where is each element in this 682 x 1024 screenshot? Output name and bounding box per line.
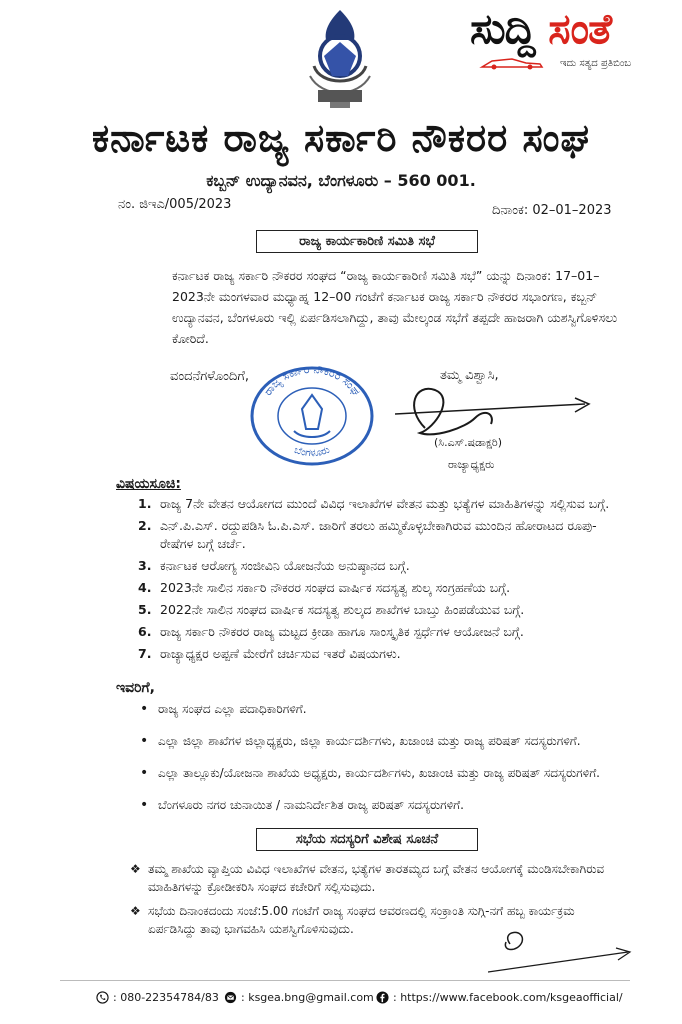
list-item: • ಬೆಂಗಳೂರು ನಗರ ಚುನಾಯಿತ / ನಾಮನಿರ್ದೇಶಿತ ರಾಜ್ಯ ಪರಿಷತ್ ಸದಸ್ಯರುಗಳಿಗೆ. [140, 796, 624, 814]
item-number: 1. [138, 496, 152, 511]
email-icon [224, 991, 237, 1004]
email-address[interactable]: : ksgea.bng@gmail.com [241, 991, 374, 1004]
brand-logo [470, 4, 611, 54]
recipients-list [140, 700, 624, 828]
closing-yours: ತಮ್ಮ ವಿಶ್ವಾಸಿ, [440, 368, 499, 383]
item-number: 6. [138, 624, 152, 639]
item-number: 5. [138, 602, 152, 617]
list-item: • ಎಲ್ಲಾ ಜಿಲ್ಲಾ ಶಾಖೆಗಳ ಜಿಲ್ಲಾಧ್ಯಕ್ಷರು, ಜಿಲ್ಲಾ ಕಾರ್ಯದರ್ಶಿಗಳು, ಖಜಾಂಚಿ ಮತ್ತು ರಾಜ್ಯ ಪರಿಷತ್ ಸದಸ್ಯರುಗಳಿಗೆ. [140, 732, 624, 750]
item-number: 7. [138, 646, 152, 661]
item-number: 4. [138, 580, 152, 595]
association-emblem-icon [300, 6, 380, 112]
item-text: ಎನ್.ಪಿ.ಎಸ್. ರದ್ದುಪಡಿಸಿ ಓ.ಪಿ.ಎಸ್. ಜಾರಿಗೆ ತರಲು ಹಮ್ಮಿಕೊಳ್ಳಬೇಕಾಗಿರುವ ಮುಂದಿನ ಹೋರಾಟದ ರೂಪು-ರೇಷೆಗಳ ಬಗ್ಗೆ ಚರ್ಚೆ. [160, 518, 597, 551]
seal-text-bottom: ಬೆಂಗಳೂರು [292, 444, 332, 460]
signatory-role: ರಾಜ್ಯಾಧ್ಯಕ್ಷರು [448, 458, 495, 471]
item-number: 2. [138, 518, 152, 533]
agenda-list [138, 495, 624, 667]
signatory-name: (ಸಿ.ಎಸ್.ಷಡಾಕ್ಷರಿ) [434, 436, 503, 449]
organization-address: ಕಬ್ಬನ್ ಉದ್ಯಾನವನ, ಬೆಂಗಳೂರು – 560 001. [206, 171, 476, 190]
brand-tagline: ಇದು ಸತ್ಯದ ಪ್ರತಿಬಿಂಬ [560, 58, 632, 69]
item-text: ರಾಜ್ಯ ಸರ್ಕಾರಿ ನೌಕರರ ರಾಜ್ಯ ಮಟ್ಟದ ಕ್ರೀಡಾ ಹಾಗೂ ಸಾಂಸ್ಕೃತಿಕ ಸ್ಪರ್ಧೆಗಳ ಆಯೋಜನೆ ಬಗ್ಗೆ. [160, 624, 524, 639]
item-text: ರಾಜ್ಯಾಧ್ಯಕ್ಷರ ಅಪ್ಪಣೆ ಮೇರೆಗೆ ಚರ್ಚಿಸುವ ಇತರೆ ವಿಷಯಗಳು. [160, 646, 401, 661]
item-text: ರಾಜ್ಯ 7ನೇ ವೇತನ ಆಯೋಗದ ಮುಂದೆ ವಿವಿಧ ಇಲಾಖೆಗಳ ವೇತನ ಮತ್ತು ಭತ್ಯೆಗಳ ಮಾಹಿತಿಗಳನ್ನು ಸಲ್ಲಿಸುವ ಬಗ್ಗೆ. [160, 496, 610, 511]
footer-email [224, 991, 374, 1004]
item-text: ತಮ್ಮ ಶಾಖೆಯ ವ್ಯಾಪ್ತಿಯ ವಿವಿಧ ಇಲಾಖೆಗಳ ವೇತನ, ಭತ್ಯೆಗಳ ತಾರತಮ್ಯದ ಬಗ್ಗೆ ವೇತನ ಆಯೋಗಕ್ಕೆ ಮಂಡಿಸಬೇಕಾಗಿರುವ ಮಾಹಿತಿಗಳನ್ನು ಕ್ರೋಡೀಕರಿಸಿ ಸಂಘದ ಕಚೇರಿಗೆ ಸಲ್ಲಿಸುವುದು. [148, 862, 605, 894]
official-seal-icon [248, 365, 376, 467]
svg-text:ಬೆಂಗಳೂರು [293, 445, 332, 460]
footer-facebook [376, 991, 623, 1004]
svg-text:ರಾಜ್ಯ ಸರ್ಕಾರಿ ನೌಕರರ ಸಂಘ [261, 365, 362, 398]
item-text: ಕರ್ನಾಟಕ ಆರೋಗ್ಯ ಸಂಜೀವಿನಿ ಯೋಜನೆಯ ಅನುಷ್ಠಾನದ ಬಗ್ಗೆ. [160, 558, 410, 573]
item-text: 2022ನೇ ಸಾಲಿನ ಸಂಘದ ವಾರ್ಷಿಕ ಸದಸ್ಯತ್ವ ಶುಲ್ಕದ ಶಾಖೆಗಳ ಬಾಬ್ತು ಹಿಂಪಡೆಯುವ ಬಗ್ಗೆ. [160, 602, 525, 617]
car-icon [478, 55, 548, 71]
initials-signature-icon [488, 922, 638, 982]
body-paragraph: ಕರ್ನಾಟಕ ರಾಜ್ಯ ಸರ್ಕಾರಿ ನೌಕರರ ಸಂಘದ “ರಾಜ್ಯ ಕಾರ್ಯಕಾರಿಣಿ ಸಮಿತಿ ಸಭೆ” ಯನ್ನು ದಿನಾಂಕ: 17–01–2023ನೇ ಮಂಗಳವಾರ ಮಧ್ಯಾಹ್ನ 12–00 ಗಂಟೆಗೆ ಕರ್ನಾಟಕ ರಾಜ್ಯ ಸರ್ಕಾರಿ ನೌಕರರ ಸಭಾಂಗಣ, ಕಬ್ಬನ್ ಉದ್ಯಾನವನ, ಬೆಂಗಳೂರು ಇಲ್ಲಿ ಏರ್ಪಡಿಸಲಾಗಿದ್ದು, ತಾವು ಮೇಲ್ಕಂಡ ಸಭೆಗೆ ತಪ್ಪದೇ ಹಾಜರಾಗಿ ಯಶಸ್ವಿಗೊಳಿಸಲು ಕೋರಿದೆ. [172, 268, 618, 346]
diamond-bullet-icon: ❖ [130, 904, 141, 918]
agenda-title: ವಿಷಯಸೂಚಿ: [116, 476, 181, 492]
facebook-icon [376, 991, 389, 1004]
diamond-bullet-icon: ❖ [130, 862, 141, 876]
footer-divider [60, 980, 630, 981]
brand-name-part2: ಸಂತೆ [548, 4, 612, 53]
list-item [138, 645, 624, 663]
list-item [138, 623, 624, 641]
phone-number: : 080-22354784/83 [113, 991, 219, 1004]
facebook-link[interactable]: : https://www.facebook.com/ksgeaofficial/ [393, 991, 623, 1004]
item-text: 2023ನೇ ಸಾಲಿನ ಸರ್ಕಾರಿ ನೌಕರರ ಸಂಘದ ವಾರ್ಷಿಕ ಸದಸ್ಯತ್ವ ಶುಲ್ಕ ಸಂಗ್ರಹಣೆಯ ಬಗ್ಗೆ. [160, 580, 511, 595]
list-item: • ಎಲ್ಲಾ ತಾಲ್ಲೂಕು/ಯೋಜನಾ ಶಾಖೆಯ ಅಧ್ಯಕ್ಷರು, ಕಾರ್ಯದರ್ಶಿಗಳು, ಖಜಾಂಚಿ ಮತ್ತು ರಾಜ್ಯ ಪರಿಷತ್ ಸದಸ್ಯರುಗಳಿಗೆ. [140, 764, 624, 782]
item-text: ಸಭೆಯ ದಿನಾಂಕದಂದು ಸಂಜೆ:5.00 ಗಂಟೆಗೆ ರಾಜ್ಯ ಸಂಘದ ಆವರಣದಲ್ಲಿ ಸಂಕ್ರಾಂತಿ ಸುಗ್ಗಿ-ನಗೆ ಹಬ್ಬ ಕಾರ್ಯಕ್ರಮ ಏರ್ಪಡಿಸಿದ್ದು ತಾವು ಭಾಗವಹಿಸಿ ಯಶಸ್ವಿಗೊಳಿಸುವುದು. [148, 904, 575, 936]
list-item [138, 579, 624, 597]
reference-number: ನಂ. ಜಿಇಎ/005/2023 [118, 197, 232, 212]
letter-date: ದಿನಾಂಕ: 02–01–2023 [492, 203, 612, 218]
list-item [130, 860, 626, 896]
item-number: 3. [138, 558, 152, 573]
brand-name-part1: ಸುದ್ದಿ [470, 4, 535, 53]
seal-text-top: ರಾಜ್ಯ ಸರ್ಕಾರಿ ನೌಕರರ ಸಂಘ [261, 365, 363, 398]
list-item [138, 495, 624, 513]
list-item [138, 517, 624, 553]
subject-heading: ರಾಜ್ಯ ಕಾರ್ಯಕಾರಿಣಿ ಸಮಿತಿ ಸಭೆ [256, 230, 478, 253]
recipients-title: ಇವರಿಗೆ, [116, 680, 155, 696]
list-item: • ರಾಜ್ಯ ಸಂಘದ ಎಲ್ಲಾ ಪದಾಧಿಕಾರಿಗಳಿಗೆ. [140, 700, 624, 718]
list-item [138, 601, 624, 619]
list-item [138, 557, 624, 575]
closing-greeting: ವಂದನೆಗಳೊಂದಿಗೆ, [170, 369, 249, 384]
organization-title: ಕರ್ನಾಟಕ ರಾಜ್ಯ ಸರ್ಕಾರಿ ನೌಕರರ ಸಂಘ [91, 116, 590, 160]
special-notice-heading: ಸಭೆಯ ಸದಸ್ಯರಿಗೆ ವಿಶೇಷ ಸೂಚನೆ [256, 828, 478, 851]
phone-icon [96, 991, 109, 1004]
footer-phone [96, 991, 219, 1004]
